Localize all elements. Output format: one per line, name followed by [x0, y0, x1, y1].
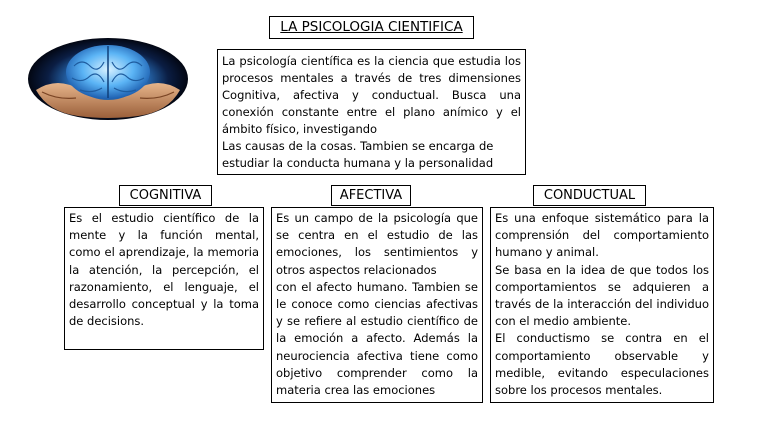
page-title: LA PSICOLOGIA CIENTIFICA: [269, 16, 474, 39]
conductual-heading: CONDUCTUAL: [533, 185, 646, 206]
intro-paragraph-1: La psicología científica es la ciencia que estudia los procesos mentales a través de tres dimensiones Cognitiva, afectiva y conductual. Busca una conexión constante entre el plano anímico y el ámbito físico, investigando: [222, 54, 521, 136]
cognitiva-paragraph: Es el estudio científico de la mente y la función mental, como el aprendizaje, la memoria la atención, la percepción, el razonamiento, el lenguaje, el desarrollo conceptual y la toma de decisions.: [69, 211, 259, 329]
intro-paragraph-2: Las causas de la cosas. Tambien se encarga de estudiar la conducta humana y la personalidad: [222, 139, 494, 170]
conductual-paragraph-1: Es una enfoque sistemático para la comprensión del comportamiento humano y animal.: [495, 211, 709, 260]
afectiva-text-box: [271, 207, 483, 403]
conductual-paragraph-3: El conductismo se contra en el comportamiento observable y medible, evitando especulaciones sobre los procesos mentales.: [495, 331, 709, 398]
conductual-paragraph-2: Se basa en la idea de que todos los comportamientos se adquieren a través de la interacción del individuo con el medio ambiente.: [495, 262, 709, 329]
afectiva-paragraph-1: Es un campo de la psicología que se centra en el estudio de las emociones, los sentimientos y otros aspectos relacionados: [276, 211, 478, 277]
brain-in-hands-image: [28, 38, 188, 120]
afectiva-paragraph-2: con el afecto humano. Tambien se le conoce como ciencias afectivas y se refiere al estudio científico de la emoción a afecto. Además la neurociencia afectiva tiene como objetivo comprender como la materia crea las emociones: [276, 279, 478, 398]
afectiva-heading: AFECTIVA: [331, 185, 411, 206]
conductual-text-box: [490, 207, 714, 403]
intro-text-box: [217, 49, 526, 175]
cognitiva-heading: COGNITIVA: [119, 185, 212, 206]
cognitiva-text-box: [64, 207, 264, 350]
